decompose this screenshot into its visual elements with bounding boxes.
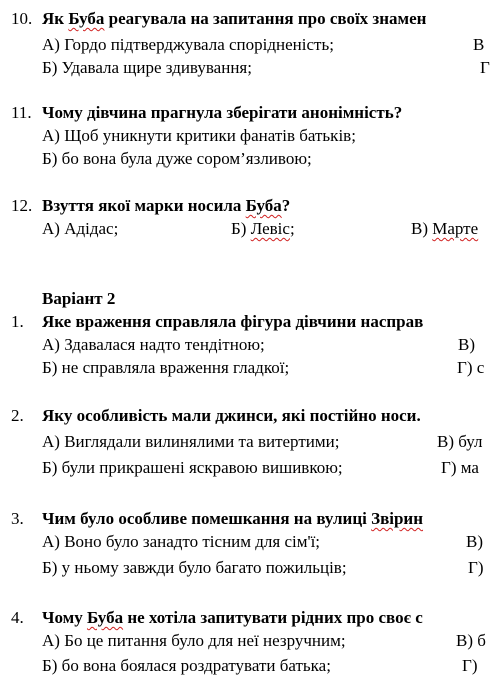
question-text: Чому Буба не хотіла запитувати рідних про своє с	[42, 608, 423, 627]
variant-title: Варіант 2	[42, 289, 116, 308]
option-d: Г) с	[457, 358, 485, 377]
question-text: Чим було особливе помешкання на вулиці Звірин	[42, 509, 424, 528]
option-c: В	[473, 35, 485, 54]
option-c: В) бул	[437, 432, 483, 451]
question-number: 2.	[11, 406, 24, 425]
option-a: А) Бо це питання було для неї незручним;	[42, 631, 346, 650]
question-text: Взуття якої марки носила Буба?	[42, 196, 291, 215]
option-b: Б) у ньому завжди було багато пожильців;	[42, 558, 347, 577]
question-text: Чому дівчина прагнула зберігати анонімність?	[42, 103, 403, 122]
option-b: Б) Левіс;	[231, 219, 295, 238]
option-a: А) Адідас;	[42, 219, 119, 238]
question-number: 11.	[11, 103, 32, 122]
question-number: 3.	[11, 509, 24, 528]
option-d: Г)	[468, 558, 484, 577]
option-c: В) Марте	[411, 219, 479, 238]
option-b: Б) бо вона боялася роздратувати батька;	[42, 656, 331, 675]
option-b: Б) були прикрашені яскравою вишивкою;	[42, 458, 343, 477]
option-d: Г)	[462, 656, 478, 675]
question-text: Як Буба реагувала на запитання про своїх знамен	[42, 9, 427, 28]
question-number: 12.	[11, 196, 33, 215]
question-number: 1.	[11, 312, 24, 331]
question-number: 10.	[11, 9, 33, 28]
option-a: А) Воно було занадто тісним для сім'ї;	[42, 532, 321, 551]
option-b: Б) Удавала щире здивування;	[42, 58, 252, 77]
question-text: Яку особливість мали джинси, які постійно носи.	[42, 406, 421, 425]
option-c: В) б	[456, 631, 486, 650]
option-d: Г) ма	[441, 458, 479, 477]
option-a: А) Гордо підтверджувала спорідненість;	[42, 35, 334, 54]
question-text: Яке враження справляла фігура дівчини насправ	[42, 312, 424, 331]
question-number: 4.	[11, 608, 24, 627]
option-b: Б) бо вона була дуже сором’язливою;	[42, 149, 312, 168]
option-a: А) Щоб уникнути критики фанатів батьків;	[42, 126, 356, 145]
option-b: Б) не справляла враження гладкої;	[42, 358, 290, 377]
option-c: В)	[466, 532, 483, 551]
option-d: Г	[480, 58, 490, 77]
option-c: В)	[458, 335, 475, 354]
option-a: А) Здавалася надто тендітною;	[42, 335, 265, 354]
option-a: А) Виглядали вилинялими та витертими;	[42, 432, 340, 451]
